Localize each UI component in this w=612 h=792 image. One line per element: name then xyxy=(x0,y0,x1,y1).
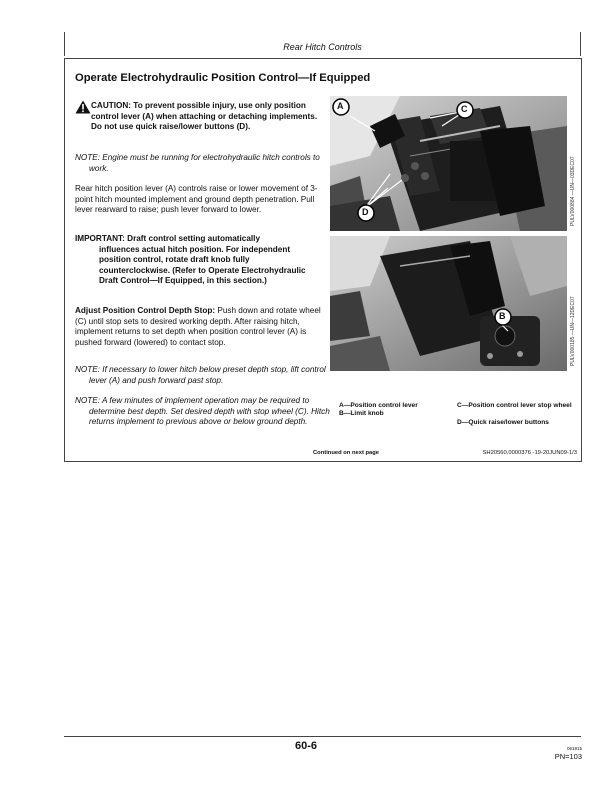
note-implement-operation: NOTE: A few minutes of implement operation may be required to determine best depth. Set desired depth with stop wheel (C). Hitch returns implement to previous above or below ground depth. xyxy=(75,396,330,427)
photo-position-control xyxy=(330,96,567,231)
adjust-block xyxy=(75,306,321,348)
photo-limit-knob xyxy=(330,236,567,371)
legend-c: C—Position control lever stop wheel xyxy=(457,402,572,409)
callout-a-top-label: A xyxy=(337,101,344,111)
note-lower-hitch: NOTE: If necessary to lower hitch below preset depth stop, lift control lever (A) and push forward past stop. xyxy=(75,365,326,385)
important-first-line: Draft control setting automatically xyxy=(127,234,260,243)
important-label: IMPORTANT: xyxy=(75,234,125,243)
legend-d: D—Quick raise/lower buttons xyxy=(457,419,549,426)
caution-text: CAUTION: To prevent possible injury, use only position control lever (A) when attaching or detaching implements. Do not use quick raise/lower buttons (D). xyxy=(91,101,318,132)
adjust-text: Push down and rotate wheel (C) until stop sets to desired working depth. After raising hitch, implement returns to set depth when position control lever (A) is pushed forward (lowered) to contact stop. xyxy=(75,306,321,347)
callout-c-top-label: C xyxy=(461,104,468,114)
page-code: 061915 xyxy=(566,746,582,751)
warning-icon xyxy=(75,100,91,114)
photo-bottom-code: PULV000185 —UN—12DEC07 xyxy=(570,296,576,366)
continued-note: Continued on next page xyxy=(313,450,380,456)
important-body: influences actual hitch position. For independent position control, rotate draft knob fully counterclockwise. (Refer to Operate Electrohydraulic Draft Control—If Equipped, in this section.) xyxy=(99,244,306,286)
adjust-label: Adjust Position Control Depth Stop: xyxy=(75,306,216,315)
photo-top-code: PULV000884 —UN—03DEC07 xyxy=(570,156,576,226)
legend-a: A—Position control lever xyxy=(339,402,418,409)
page-number: 60-6 xyxy=(294,740,318,752)
note-engine: NOTE: Engine must be running for electrohydraulic hitch controls to work. xyxy=(75,153,320,173)
para-position-lever: Rear hitch position lever (A) controls raise or lower movement of 3-point hitch mounted implement and ground depth penetration. Pull lever rearward to raise; push lever forward to lower. xyxy=(75,184,318,215)
callout-d-top-label: D xyxy=(362,207,369,217)
section-title: Rear Hitch Controls xyxy=(283,42,362,52)
callout-b-bottom-label: B xyxy=(499,311,506,321)
important-block xyxy=(75,234,321,287)
document-reference: SH20560,0000376 -19-20JUN09-1/3 xyxy=(482,450,577,456)
box-title: Operate Electrohydraulic Position Control—If Equipped xyxy=(75,72,371,84)
pn-number: PN=103 xyxy=(554,752,582,761)
legend-b: B—Limit knob xyxy=(339,410,384,417)
photo-limit-knob-drawing xyxy=(330,236,567,371)
footer-rule xyxy=(64,736,581,737)
